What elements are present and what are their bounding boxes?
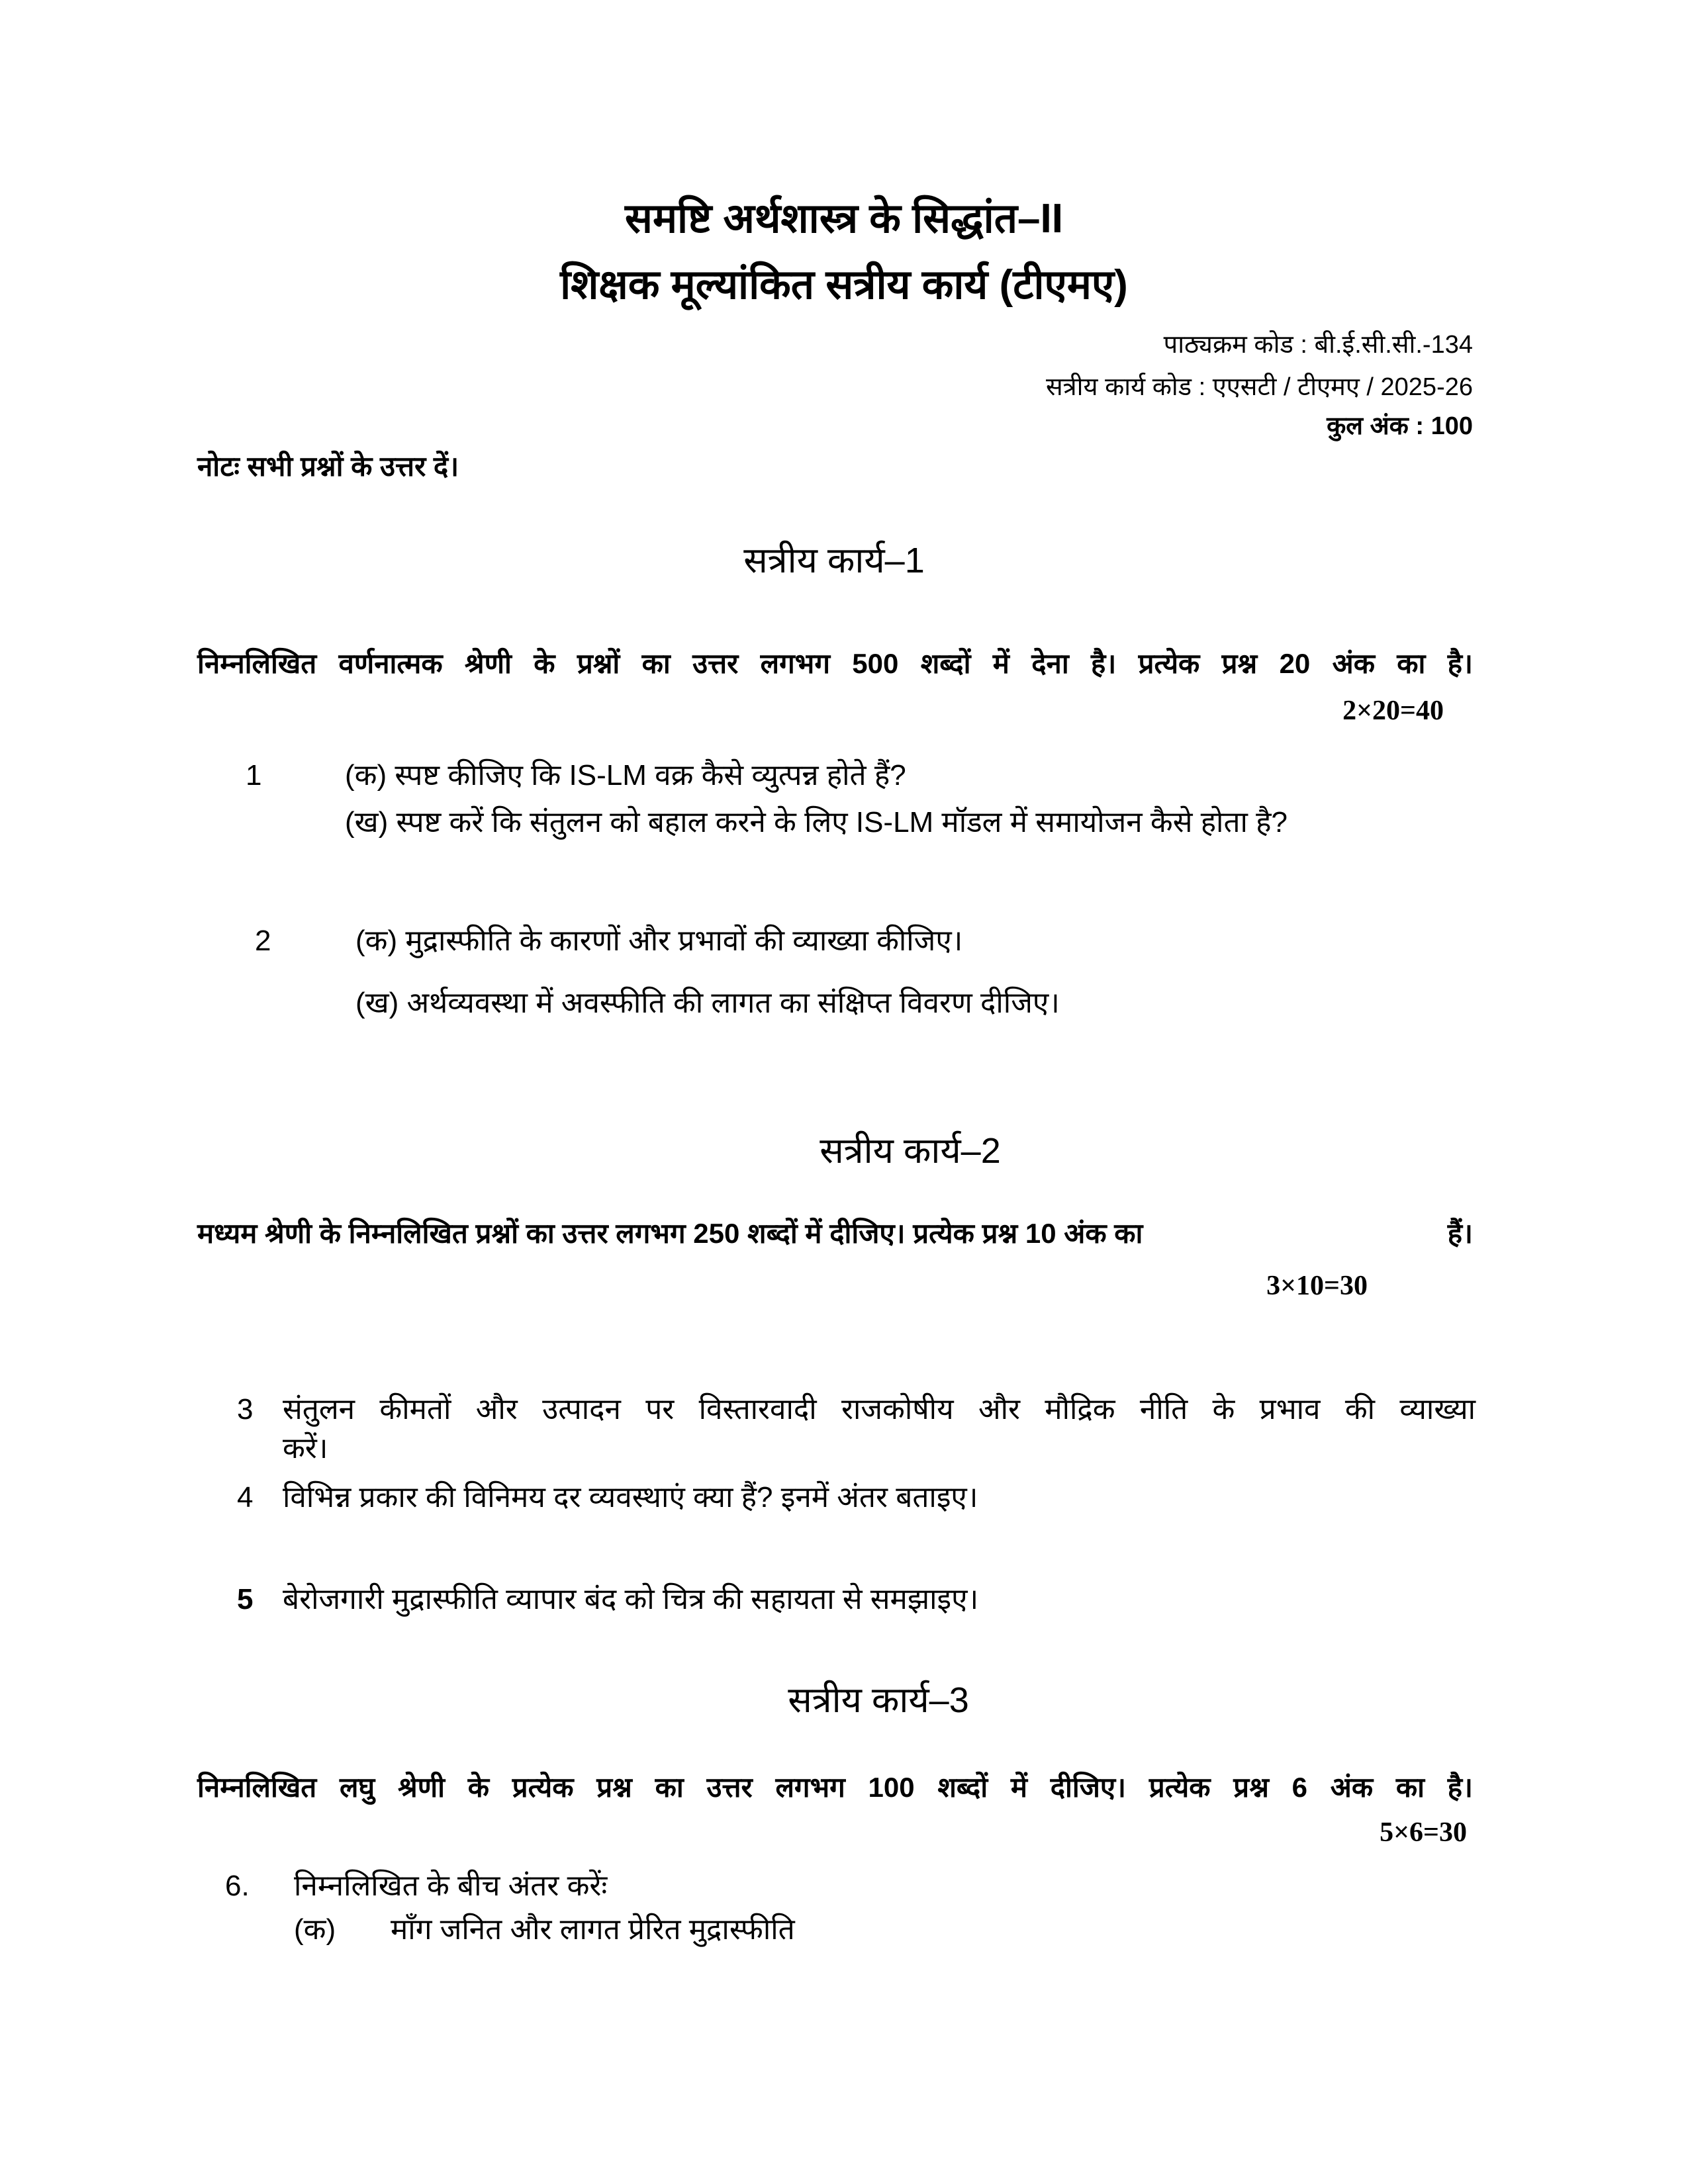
question-text: संतुलन कीमतों और उत्पादन पर विस्तारवादी राजकोषीय और मौद्रिक नीति के प्रभाव की व्याख्या <box>283 1393 1476 1426</box>
course-code: पाठ्यक्रम कोड : बी.ई.सी.सी.-134 <box>1163 331 1473 359</box>
section-3-marks: 5×6=30 <box>1380 1817 1467 1848</box>
section-3-heading: सत्रीय कार्य–3 <box>788 1680 969 1720</box>
section-1-marks: 2×20=40 <box>1342 696 1444 726</box>
question-number: 3 <box>237 1393 254 1426</box>
question-text: बेरोजगारी मुद्रास्फीति व्यापार बंद को चित्र की सहायता से समझाइए। <box>283 1583 979 1615</box>
section-1-instruction: निम्नलिखित वर्णनात्मक श्रेणी के प्रश्नों का उत्तर लगभग 500 शब्दों में देना है। प्रत्येक प्रश्न 20 अंक का है। <box>197 648 1473 679</box>
sub-question-text: माँग जनित और लागत प्रेरित मुद्रास्फीति <box>391 1913 795 1946</box>
total-marks: कुल अंक : 100 <box>1327 412 1473 440</box>
title-line-2: शिक्षक मूल्यांकित सत्रीय कार्य (टीएमए) <box>560 262 1128 308</box>
section-2-heading: सत्रीय कार्य–2 <box>820 1131 1001 1171</box>
question-part: (ख) स्पष्ट करें कि संतुलन को बहाल करने के लिए IS-LM मॉडल में समायोजन कैसे होता है? <box>345 806 1288 839</box>
question-part: (क) स्पष्ट कीजिए कि IS-LM वक्र कैसे व्युत्पन्न होते हैं? <box>345 759 906 792</box>
sub-question-label: (क) <box>294 1913 336 1946</box>
question-number: 2 <box>255 925 271 957</box>
question-text-continued: करें। <box>283 1432 328 1465</box>
question-number: 5 <box>237 1583 254 1615</box>
assignment-code: सत्रीय कार्य कोड : एएसटी / टीएमए / 2025-26 <box>1045 373 1473 401</box>
section-2-instruction: मध्यम श्रेणी के निम्नलिखित प्रश्नों का उत्तर लगभग 250 शब्दों में दीजिए। प्रत्येक प्रश्न 10 अंक का <box>197 1218 1143 1249</box>
question-number: 1 <box>246 759 262 792</box>
section-2-marks: 3×10=30 <box>1266 1271 1368 1301</box>
section-3-instruction: निम्नलिखित लघु श्रेणी के प्रत्येक प्रश्न का उत्तर लगभग 100 शब्दों में दीजिए। प्रत्येक प्रश्न 6 अंक का है। <box>197 1772 1473 1803</box>
section-2-instruction-end: हैं। <box>1447 1218 1473 1249</box>
question-part: (ख) अर्थव्यवस्था में अवस्फीति की लागत का संक्षिप्त विवरण दीजिए। <box>355 987 1060 1019</box>
title-line-1: समष्टि अर्थशास्त्र के सिद्धांत–II <box>625 196 1063 242</box>
question-number: 6. <box>225 1870 250 1902</box>
section-1-heading: सत्रीय कार्य–1 <box>743 541 925 580</box>
question-number: 4 <box>237 1481 254 1514</box>
note: नोटः सभी प्रश्नों के उत्तर दें। <box>197 451 459 482</box>
question-text: विभिन्न प्रकार की विनिमय दर व्यवस्थाएं क्या हैं? इनमें अंतर बताइए। <box>283 1481 978 1514</box>
question-text: निम्नलिखित के बीच अंतर करेंः <box>294 1870 608 1902</box>
question-part: (क) मुद्रास्फीति के कारणों और प्रभावों की व्याख्या कीजिए। <box>355 925 963 957</box>
